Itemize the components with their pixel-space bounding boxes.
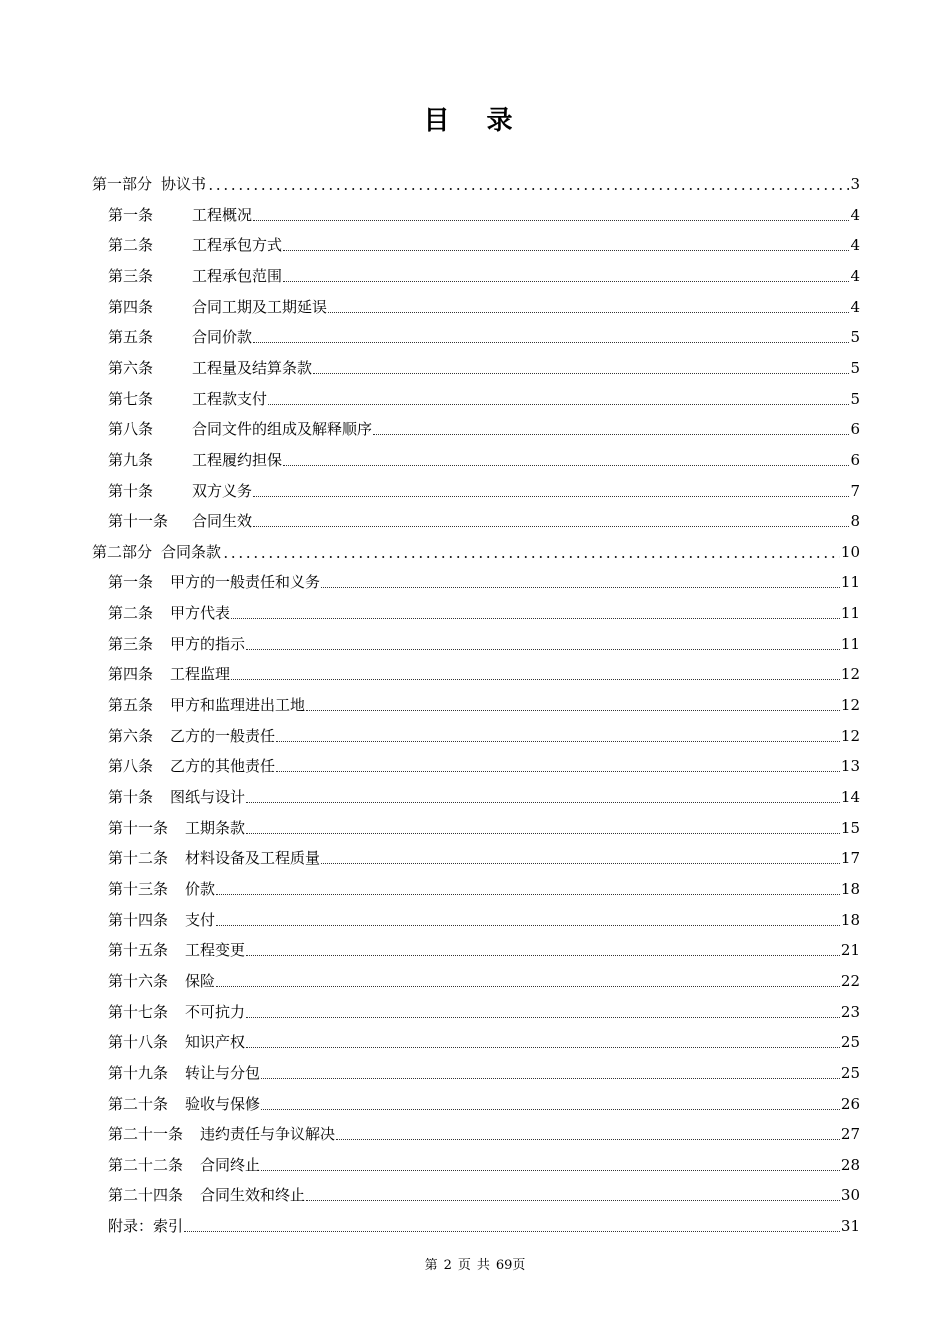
toc-page-number: 3 bbox=[850, 175, 860, 193]
toc-entry-title: 工程款支付 bbox=[192, 389, 268, 408]
toc-dot-leader bbox=[231, 617, 840, 619]
toc-article-entry[interactable] bbox=[108, 478, 860, 504]
toc-page-number: 21 bbox=[840, 941, 860, 960]
toc-entry-label bbox=[108, 1060, 260, 1086]
toc-page-number: 18 bbox=[840, 910, 860, 929]
toc-article-entry[interactable] bbox=[108, 999, 860, 1025]
toc-entry-label bbox=[108, 324, 252, 350]
toc-dot-leader bbox=[283, 464, 849, 466]
toc-page-number: 26 bbox=[840, 1094, 860, 1113]
toc-entry-number: 第四条 bbox=[108, 665, 154, 684]
toc-entry-number: 第八条 bbox=[108, 757, 154, 776]
toc-entry-label bbox=[108, 1152, 260, 1178]
toc-entry-title: 合同终止 bbox=[200, 1155, 261, 1174]
toc-article-entry[interactable] bbox=[108, 845, 860, 871]
toc-entry-title: 合同价款 bbox=[192, 328, 253, 347]
toc-dot-leader bbox=[246, 1016, 840, 1018]
toc-article-entry[interactable] bbox=[108, 386, 860, 412]
toc-page-number: 15 bbox=[840, 818, 860, 837]
toc-entry-label bbox=[108, 294, 327, 320]
toc-entry-title: 工程承包范围 bbox=[192, 266, 283, 285]
toc-entry-label bbox=[108, 784, 245, 810]
toc-article-entry[interactable] bbox=[108, 937, 860, 963]
toc-page-number: 5 bbox=[850, 328, 860, 347]
toc-page-number: 18 bbox=[840, 879, 860, 898]
toc-article-entry[interactable] bbox=[108, 294, 860, 320]
toc-entry-number: 第六条 bbox=[108, 726, 154, 745]
toc-entry-label bbox=[108, 386, 267, 412]
toc-entry-number: 第一部分 bbox=[92, 175, 153, 193]
toc-entry-title: 工程履约担保 bbox=[192, 450, 283, 469]
toc-entry-label bbox=[108, 661, 230, 687]
toc-entry-title: 甲方的指示 bbox=[170, 634, 246, 653]
toc-entry-label bbox=[108, 263, 282, 289]
toc-article-entry[interactable] bbox=[108, 1182, 860, 1208]
toc-dot-leader bbox=[328, 311, 849, 313]
toc-page-number: 11 bbox=[840, 573, 860, 592]
footer-prefix: 第 bbox=[424, 1258, 438, 1273]
toc-entry-number: 第三条 bbox=[108, 634, 154, 653]
toc-entry-title: 工程量及结算条款 bbox=[192, 358, 313, 377]
toc-entry-label bbox=[108, 1121, 335, 1147]
toc-article-entry[interactable] bbox=[108, 1121, 860, 1147]
toc-entry-number: 第二条 bbox=[108, 236, 154, 255]
toc-page-number: 31 bbox=[840, 1217, 860, 1236]
toc-entry-label bbox=[108, 692, 305, 718]
toc-entry-number: 第二条 bbox=[108, 604, 154, 623]
toc-entry-label bbox=[108, 569, 320, 595]
toc-entry-number: 第五条 bbox=[108, 696, 154, 715]
toc-dot-leader bbox=[268, 403, 849, 405]
toc-entry-title: 价款 bbox=[185, 879, 216, 898]
toc-entry-label bbox=[108, 907, 215, 933]
toc-page-number: 4 bbox=[850, 205, 860, 224]
toc-entry-label bbox=[108, 937, 245, 963]
toc-dot-leader bbox=[276, 740, 840, 742]
toc-entry-label bbox=[108, 1029, 245, 1055]
toc-entry-number: 第六条 bbox=[108, 358, 154, 377]
toc-dot-leader bbox=[276, 770, 840, 772]
toc-article-entry[interactable] bbox=[108, 876, 860, 902]
toc-entry-title: 甲方代表 bbox=[170, 604, 231, 623]
toc-entry-label bbox=[92, 171, 206, 197]
toc-entry-label bbox=[108, 416, 372, 442]
toc-entry-number: 第十条 bbox=[108, 481, 154, 500]
toc-entry-number: 第十五条 bbox=[108, 941, 169, 960]
toc-entry-title: 工期条款 bbox=[185, 818, 246, 837]
toc-entry-label bbox=[108, 1091, 260, 1117]
toc-entry-number: 第十八条 bbox=[108, 1033, 169, 1052]
toc-article-entry[interactable] bbox=[108, 1152, 860, 1178]
toc-entry-title: 双方义务 bbox=[192, 481, 253, 500]
toc-dot-leader bbox=[306, 709, 840, 711]
toc-article-entry[interactable] bbox=[108, 355, 860, 381]
toc-article-entry[interactable] bbox=[108, 753, 860, 779]
toc-entry-title: 合同条款 bbox=[161, 542, 222, 561]
toc-dot-leader bbox=[373, 433, 849, 435]
toc-entry-number: 第十二条 bbox=[108, 849, 169, 868]
toc-page-number: 12 bbox=[840, 726, 860, 745]
toc-page-number: 4 bbox=[850, 297, 860, 316]
toc-entry-label bbox=[108, 1182, 305, 1208]
page-footer bbox=[0, 1256, 950, 1276]
toc-dot-leader bbox=[336, 1138, 840, 1140]
toc-article-entry[interactable] bbox=[108, 1060, 860, 1086]
toc-page-number: 23 bbox=[840, 1002, 860, 1021]
toc-dot-leader bbox=[283, 280, 849, 282]
toc-article-entry[interactable] bbox=[108, 815, 860, 841]
toc-article-entry[interactable] bbox=[108, 1213, 860, 1239]
footer-total-word: 共 bbox=[476, 1258, 490, 1273]
toc-page-number: 8 bbox=[850, 512, 860, 531]
toc-entry-title: 甲方的一般责任和义务 bbox=[170, 573, 321, 592]
toc-entry-number: 第二部分 bbox=[92, 542, 153, 561]
toc-entry-label bbox=[108, 1213, 183, 1239]
toc-dot-leader bbox=[321, 862, 840, 864]
toc-page-number: 6 bbox=[850, 450, 860, 469]
toc-entry-number: 第一条 bbox=[108, 205, 154, 224]
toc-dot-leader bbox=[261, 1169, 840, 1171]
toc-entry-number: 第二十二条 bbox=[108, 1155, 184, 1174]
toc-entry-number: 第五条 bbox=[108, 328, 154, 347]
toc-dot-leader bbox=[253, 495, 849, 497]
toc-entry-number: 第七条 bbox=[108, 389, 154, 408]
toc-entry-label bbox=[108, 845, 320, 871]
toc-dot-leader bbox=[253, 525, 849, 527]
toc-entry-title: 合同生效和终止 bbox=[200, 1186, 306, 1205]
toc-entry-number: 第十三条 bbox=[108, 879, 169, 898]
toc-entry-title: 保险 bbox=[185, 971, 216, 990]
toc-page-number: 17 bbox=[840, 849, 860, 868]
toc-page-number: 14 bbox=[840, 788, 860, 806]
toc-entry-title: 合同工期及工期延误 bbox=[192, 297, 328, 316]
toc-dot-leader bbox=[184, 1230, 840, 1232]
toc-article-entry[interactable] bbox=[108, 508, 860, 534]
toc-dot-leader bbox=[253, 219, 849, 221]
toc-dot-leader bbox=[222, 556, 840, 558]
toc-entry-title: 合同文件的组成及解释顺序 bbox=[192, 420, 373, 439]
toc-page-number: 5 bbox=[850, 358, 860, 377]
toc-entry-number: 第十九条 bbox=[108, 1063, 169, 1082]
toc-entry-label bbox=[108, 631, 245, 657]
toc-dot-leader bbox=[246, 1046, 840, 1048]
toc-entry-title: 工程承包方式 bbox=[192, 236, 283, 255]
toc-entry-label bbox=[108, 876, 215, 902]
toc-page-number: 25 bbox=[840, 1033, 860, 1052]
toc-page-number: 10 bbox=[840, 542, 860, 561]
toc-dot-leader bbox=[261, 1077, 840, 1079]
toc-dot-leader bbox=[231, 678, 840, 680]
toc-page-number: 4 bbox=[850, 266, 860, 285]
toc-page-number: 28 bbox=[840, 1155, 860, 1174]
toc-article-entry[interactable] bbox=[108, 569, 860, 595]
toc-article-entry[interactable] bbox=[108, 1091, 860, 1117]
toc-dot-leader bbox=[246, 648, 840, 650]
toc-article-entry[interactable] bbox=[108, 324, 860, 350]
toc-entry-number: 第十七条 bbox=[108, 1002, 169, 1021]
toc-entry-number: 第二十四条 bbox=[108, 1186, 184, 1205]
toc-dot-leader bbox=[253, 341, 849, 343]
toc-dot-leader bbox=[216, 924, 840, 926]
toc-page-number: 7 bbox=[850, 481, 860, 500]
toc-dot-leader bbox=[321, 586, 840, 588]
toc-entry-title: 工程概况 bbox=[192, 205, 253, 224]
footer-page-word: 页 bbox=[457, 1258, 471, 1273]
toc-article-entry[interactable] bbox=[108, 263, 860, 289]
toc-entry-label bbox=[108, 600, 230, 626]
toc-entry-number: 第十条 bbox=[108, 788, 154, 806]
toc-entry-number: 第十一条 bbox=[108, 512, 169, 531]
toc-entry-title: 材料设备及工程质量 bbox=[185, 849, 321, 868]
page-title: 目 录 bbox=[423, 106, 527, 136]
toc-part-entry[interactable] bbox=[92, 539, 860, 565]
toc-page-number: 5 bbox=[850, 389, 860, 408]
toc-entry-title: 协议书 bbox=[161, 175, 207, 193]
toc-page-number: 11 bbox=[840, 634, 860, 653]
toc-entry-label bbox=[92, 539, 221, 565]
toc-entry-number: 附录：索引 bbox=[108, 1217, 184, 1236]
toc-entry-number: 第十六条 bbox=[108, 971, 169, 990]
toc-entry-title: 违约责任与争议解决 bbox=[200, 1125, 336, 1144]
toc-dot-leader bbox=[246, 954, 840, 956]
toc-entry-label bbox=[108, 999, 245, 1025]
toc-entry-label bbox=[108, 202, 252, 228]
toc-entry-label bbox=[108, 232, 282, 258]
toc-entry-number: 第十四条 bbox=[108, 910, 169, 929]
toc-article-entry[interactable] bbox=[108, 416, 860, 442]
toc-entry-number: 第四条 bbox=[108, 297, 154, 316]
toc-entry-title: 乙方的一般责任 bbox=[170, 726, 276, 745]
toc-article-entry[interactable] bbox=[108, 723, 860, 749]
toc-dot-leader bbox=[306, 1199, 840, 1201]
toc-entry-title: 图纸与设计 bbox=[170, 788, 246, 806]
toc-entry-title: 知识产权 bbox=[185, 1033, 246, 1052]
toc-entry-number: 第八条 bbox=[108, 420, 154, 439]
toc-dot-leader bbox=[261, 1108, 840, 1110]
toc-entry-number: 第九条 bbox=[108, 450, 154, 469]
toc-page-number: 25 bbox=[840, 1063, 860, 1082]
toc-article-entry[interactable] bbox=[108, 784, 860, 810]
toc-article-entry[interactable] bbox=[108, 447, 860, 473]
toc-entry-title: 验收与保修 bbox=[185, 1094, 261, 1113]
toc-entry-label bbox=[108, 478, 252, 504]
toc-entry-number: 第十一条 bbox=[108, 818, 169, 837]
toc-dot-leader bbox=[216, 893, 840, 895]
toc-dot-leader bbox=[283, 249, 849, 251]
toc-article-entry[interactable] bbox=[108, 232, 860, 258]
toc-dot-leader bbox=[313, 372, 849, 374]
toc-entry-label bbox=[108, 355, 312, 381]
toc-entry-title: 不可抗力 bbox=[185, 1002, 246, 1021]
toc-article-entry[interactable] bbox=[108, 692, 860, 718]
toc-entry-label bbox=[108, 447, 282, 473]
toc-entry-title: 工程变更 bbox=[185, 941, 246, 960]
toc-article-entry[interactable] bbox=[108, 907, 860, 933]
toc-page-number: 13 bbox=[840, 757, 860, 776]
toc-article-entry[interactable] bbox=[108, 631, 860, 657]
toc-entry-title: 转让与分包 bbox=[185, 1063, 261, 1082]
toc-dot-leader bbox=[216, 985, 840, 987]
toc-entry-label bbox=[108, 723, 275, 749]
toc-entry-title: 乙方的其他责任 bbox=[170, 757, 276, 776]
toc-entry-title: 工程监理 bbox=[170, 665, 231, 684]
toc-entry-title: 合同生效 bbox=[192, 512, 253, 531]
toc-page-number: 6 bbox=[850, 420, 860, 439]
toc-entry-label bbox=[108, 753, 275, 779]
toc-article-entry[interactable] bbox=[108, 968, 860, 994]
toc-entry-title: 甲方和监理进出工地 bbox=[170, 696, 306, 715]
toc-article-entry[interactable] bbox=[108, 600, 860, 626]
toc-page-number: 30 bbox=[840, 1186, 860, 1205]
toc-page-number: 12 bbox=[840, 696, 860, 715]
toc-article-entry[interactable] bbox=[108, 1029, 860, 1055]
toc-entry-label bbox=[108, 968, 215, 994]
toc-entry-label bbox=[108, 508, 252, 534]
toc-article-entry[interactable] bbox=[108, 661, 860, 687]
toc-page-number: 4 bbox=[850, 236, 860, 255]
toc-page-number: 22 bbox=[840, 971, 860, 990]
toc-article-entry[interactable] bbox=[108, 202, 860, 228]
toc-dot-leader bbox=[246, 832, 840, 834]
toc-entry-number: 第一条 bbox=[108, 573, 154, 592]
footer-current-page: 2 bbox=[443, 1258, 452, 1273]
toc-entry-number: 第二十条 bbox=[108, 1094, 169, 1113]
toc-dot-leader bbox=[246, 801, 840, 803]
toc-page-number: 27 bbox=[840, 1125, 860, 1144]
toc-entry-label bbox=[108, 815, 245, 841]
toc-dot-leader bbox=[207, 188, 849, 190]
footer-total-pages: 69页 bbox=[495, 1258, 526, 1273]
toc-entry-number: 第三条 bbox=[108, 266, 154, 285]
toc-part-entry[interactable] bbox=[92, 171, 860, 197]
toc-page-number: 12 bbox=[840, 665, 860, 684]
toc-entry-number: 第二十一条 bbox=[108, 1125, 184, 1144]
toc-entry-title: 支付 bbox=[185, 910, 216, 929]
toc-page-number: 11 bbox=[840, 604, 860, 623]
